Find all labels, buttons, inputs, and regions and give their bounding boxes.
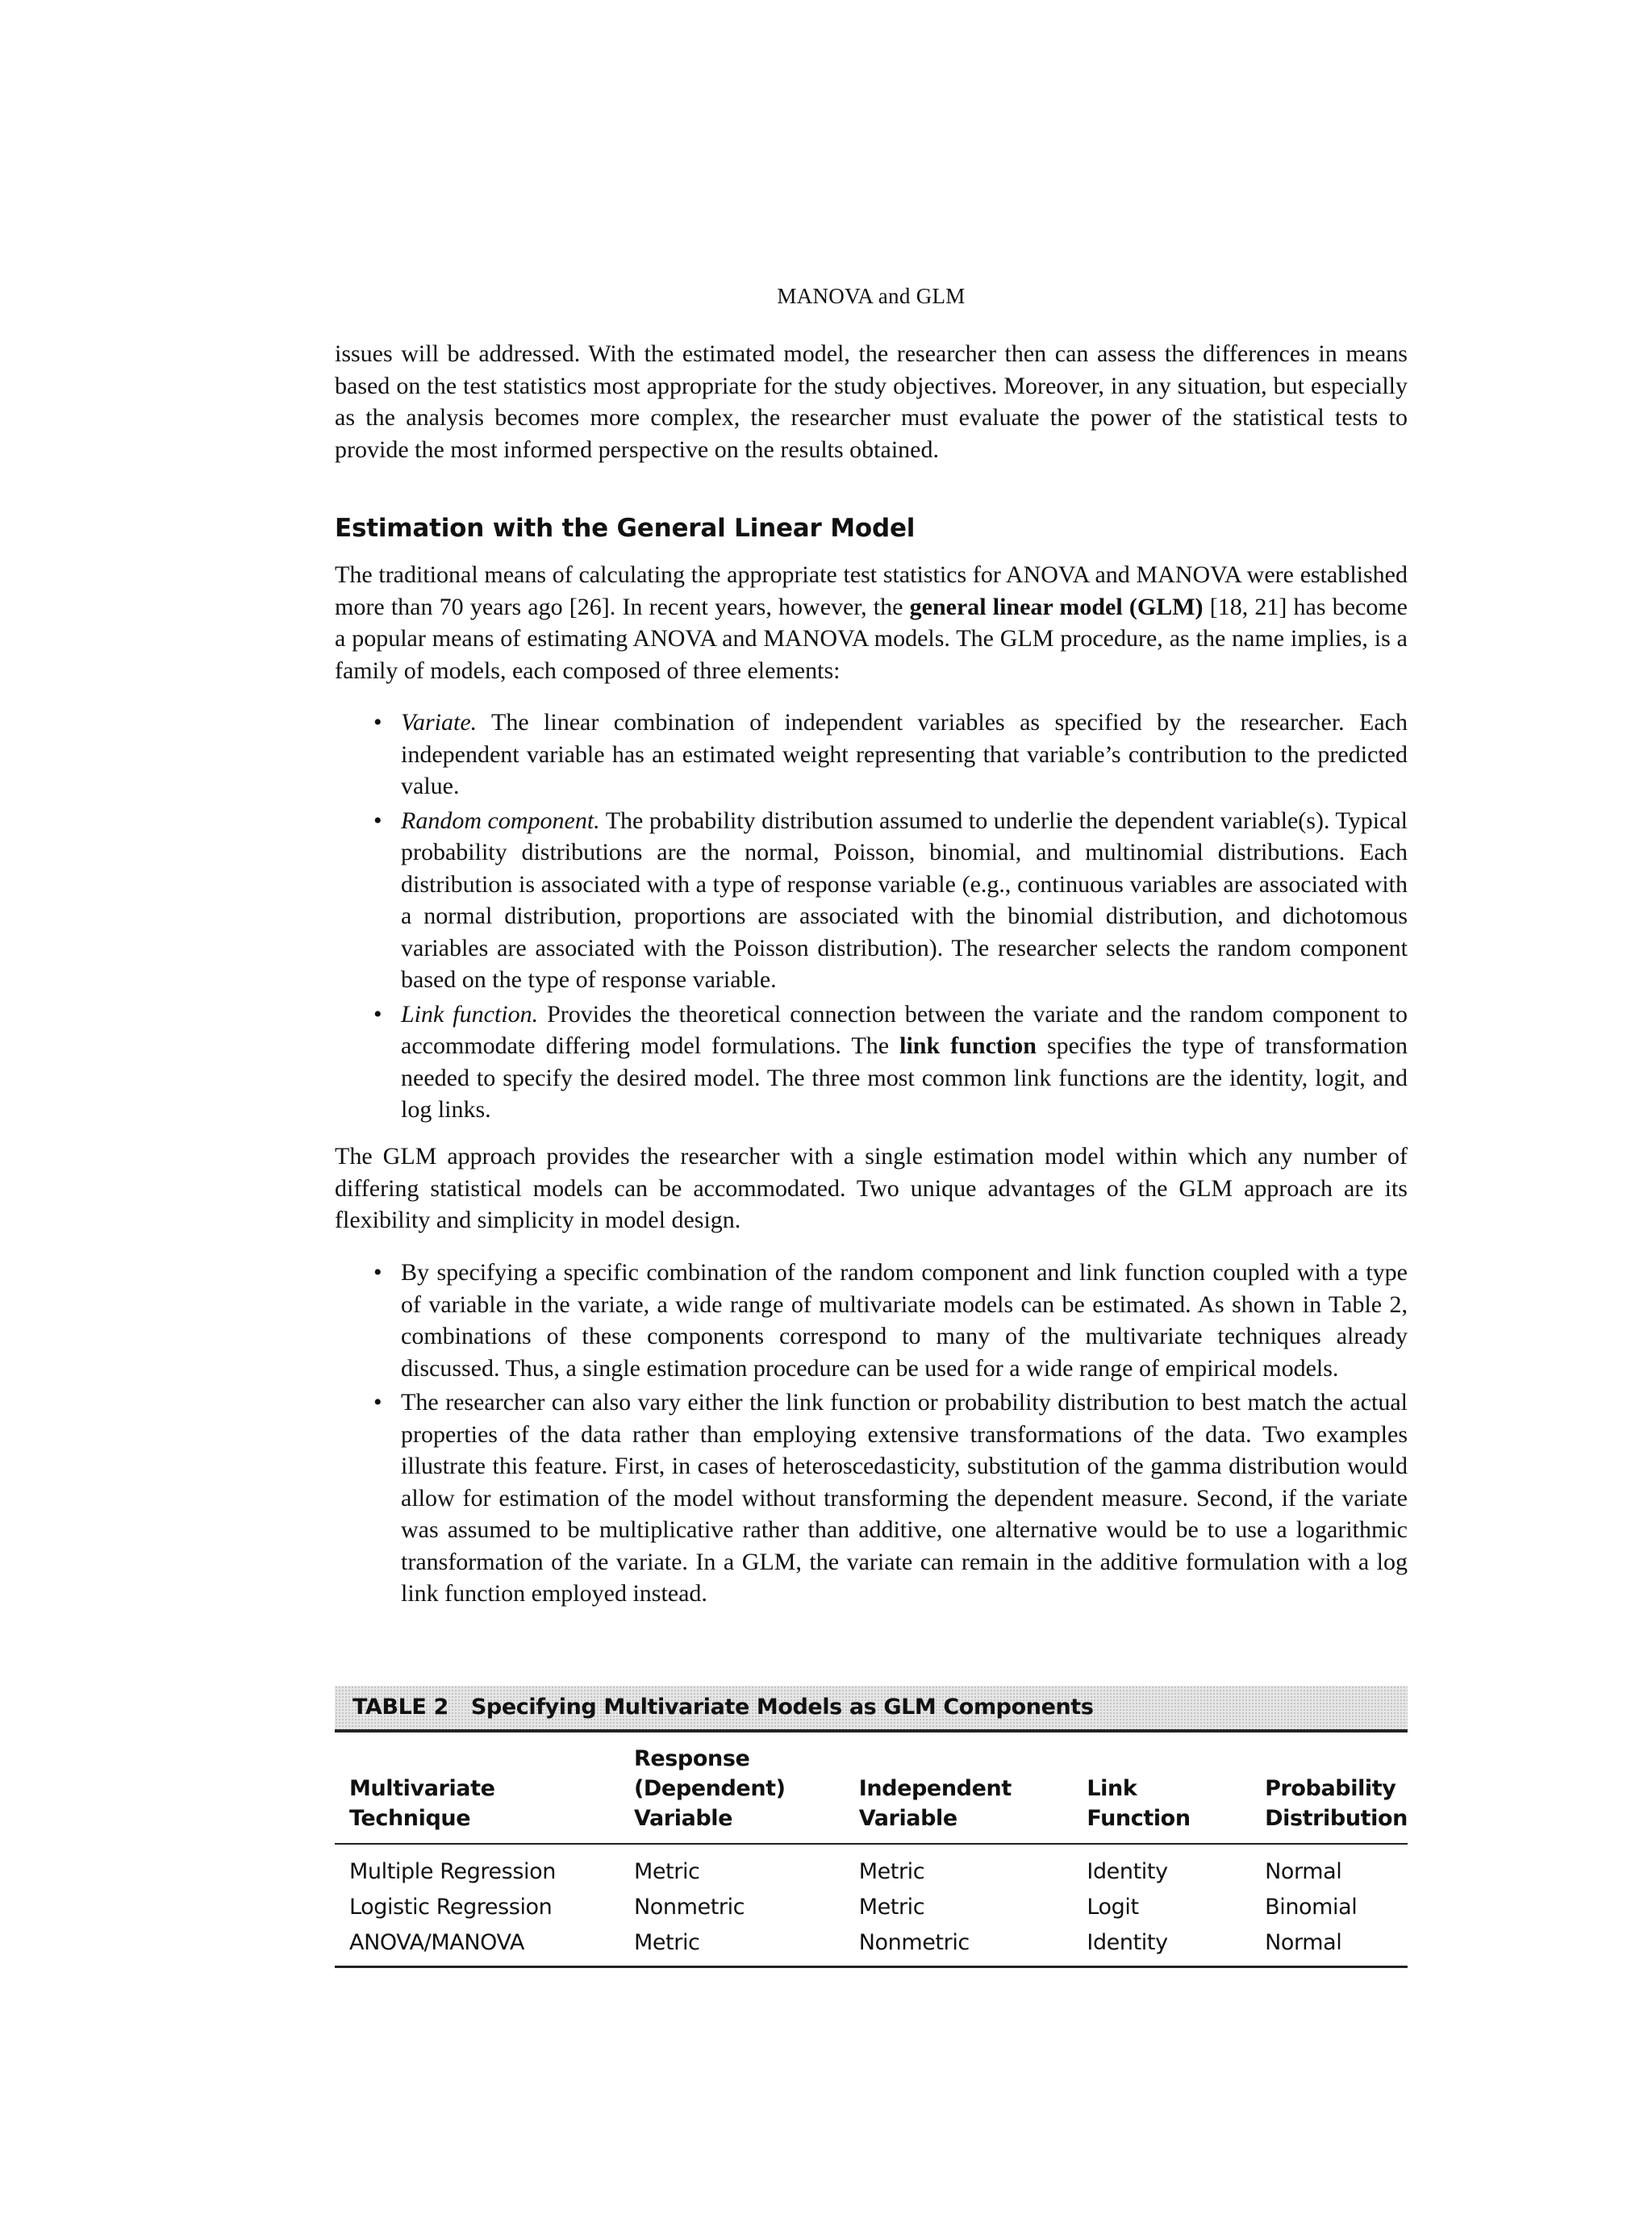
- cell-response: Metric: [633, 1859, 700, 1884]
- paragraph-glm-text-b: [18, 21] has become a popular means of estimating ANOVA and MANOVA models. The GLM procedure, as the name implies, is a family of models, each composed of three elements:: [335, 593, 1408, 684]
- list-item-link-function: [335, 999, 1408, 1126]
- paragraph-glm-intro: [335, 559, 1408, 686]
- header-independent-variable: Independent Variable: [845, 1733, 1073, 1844]
- running-head: MANOVA and GLM: [777, 284, 966, 308]
- table-caption: [335, 1686, 1408, 1733]
- bullet-icon: •: [373, 1259, 382, 1286]
- glm-advantages-list: [335, 1257, 1408, 1612]
- glm-elements-list: [335, 707, 1408, 1128]
- link-function-description-a: Provides the theoretical connection between the variate and the random component to accommodate differing model formulations. The: [401, 1000, 1408, 1059]
- bullet-icon: •: [373, 807, 382, 834]
- list-item-advantage-1: [335, 1257, 1408, 1384]
- table-title: Specifying Multivariate Models as GLM Components: [470, 1695, 1094, 1720]
- header-response-variable: Response (Dependent) Variable: [620, 1733, 845, 1844]
- advantage-text: The researcher can also vary either the link function or probability distribution to best match the actual properties of the data rather than employing extensive transformations of the data. Two examples illustrate this feature. First, in cases of heteroscedasticity, substitution of the gamma distribution would allow for estimation of the model without transforming the dependent measure. Second, if the variate was assumed to be multiplicative rather than additive, one alternative would be to use a logarithmic transformation of the variate. In a GLM, the variate can remain in the additive formulation with a log link function employed instead.: [401, 1389, 1408, 1607]
- header-link-function: Link Function: [1072, 1733, 1250, 1844]
- glm-components-table: [335, 1733, 1408, 1968]
- cell-link: Identity: [1087, 1859, 1168, 1884]
- cell-distribution: Binomial: [1265, 1895, 1358, 1920]
- cell-response: Nonmetric: [633, 1895, 745, 1920]
- table-row: [335, 1844, 1408, 1890]
- cell-link: Identity: [1072, 1925, 1250, 1967]
- key-term-link-function: link function: [899, 1032, 1037, 1059]
- paragraph-glm-approach: The GLM approach provides the researcher with a single estimation model within which any number of differing statistical models can be accommodated. Two unique advantages of the GLM approach are its flexibility and simplicity in model design.: [335, 1143, 1408, 1233]
- cell-technique: Multiple Regression: [349, 1859, 556, 1884]
- cell-independent: Metric: [858, 1859, 925, 1884]
- variate-description: The linear combination of independent variables as specified by the researcher. Each independent variable has an estimated weight representing that variable’s contribution to the predicted value.: [401, 709, 1408, 799]
- list-item-variate: [335, 707, 1408, 803]
- cell-independent: Metric: [858, 1895, 925, 1920]
- advantage-text: By specifying a specific combination of the random component and link function coupled with a type of variable in the variate, a wide range of multivariate models can be estimated. As shown in Table 2, combinations of these components correspond to many of the multivariate techniques already discussed. Thus, a single estimation procedure can be used for a wide range of empirical models.: [401, 1259, 1408, 1382]
- term-variate: Variate.: [401, 709, 478, 736]
- term-random-component: Random component.: [401, 807, 600, 834]
- cell-independent: Nonmetric: [845, 1925, 1073, 1967]
- key-term-glm: general linear model (GLM): [909, 593, 1204, 620]
- list-item-random-component: [335, 805, 1408, 996]
- table-2: [335, 1686, 1408, 1968]
- list-item-advantage-2: [335, 1386, 1408, 1610]
- cell-distribution: Normal: [1250, 1925, 1408, 1967]
- bullet-icon: •: [373, 709, 382, 736]
- cell-link: Logit: [1087, 1895, 1139, 1920]
- link-function-description-b: specifies the type of transformation needed to specify the desired model. The three most common link functions are the identity, logit, and log links.: [401, 1032, 1408, 1123]
- header-technique: Multivariate Technique: [335, 1733, 620, 1844]
- paragraph-glm-text-a: The traditional means of calculating the appropriate test statistics for ANOVA and MANOVA were established more than 70 years ago [26]. In recent years, however, the: [335, 561, 1408, 620]
- section-heading: Estimation with the General Linear Model: [335, 514, 916, 543]
- table-header-row: [335, 1733, 1408, 1844]
- cell-technique: Logistic Regression: [349, 1895, 553, 1920]
- random-component-description: The probability distribution assumed to underlie the dependent variable(s). Typical probability distributions are the normal, Poisson, binomial, and multinomial distributions. Each distribution is associated with a type of response variable (e.g., continuous variables are associated with a normal distribution, proportions are associated with the binomial distribution, and dichotomous variables are associated with the Poisson distribution). The researcher selects the random component based on the type of response variable.: [401, 807, 1408, 993]
- bullet-icon: •: [373, 1389, 382, 1416]
- cell-distribution: Normal: [1265, 1859, 1342, 1884]
- bullet-icon: •: [373, 1000, 382, 1028]
- term-link-function: Link function.: [401, 1000, 539, 1028]
- table-label: TABLE 2: [353, 1695, 448, 1720]
- paragraph-intro: issues will be addressed. With the estimated model, the researcher then can assess the differences in means based on the test statistics most appropriate for the study objectives. Moreover, in any situation, but especially as the analysis becomes more complex, the researcher must evaluate the power of the statistical tests to provide the most informed perspective on the results obtained.: [335, 340, 1408, 463]
- header-probability-distribution: Probability Distribution: [1250, 1733, 1408, 1844]
- cell-response: Metric: [620, 1925, 845, 1967]
- cell-technique: ANOVA/MANOVA: [335, 1925, 620, 1967]
- table-row: [335, 1925, 1408, 1967]
- table-row: [335, 1890, 1408, 1925]
